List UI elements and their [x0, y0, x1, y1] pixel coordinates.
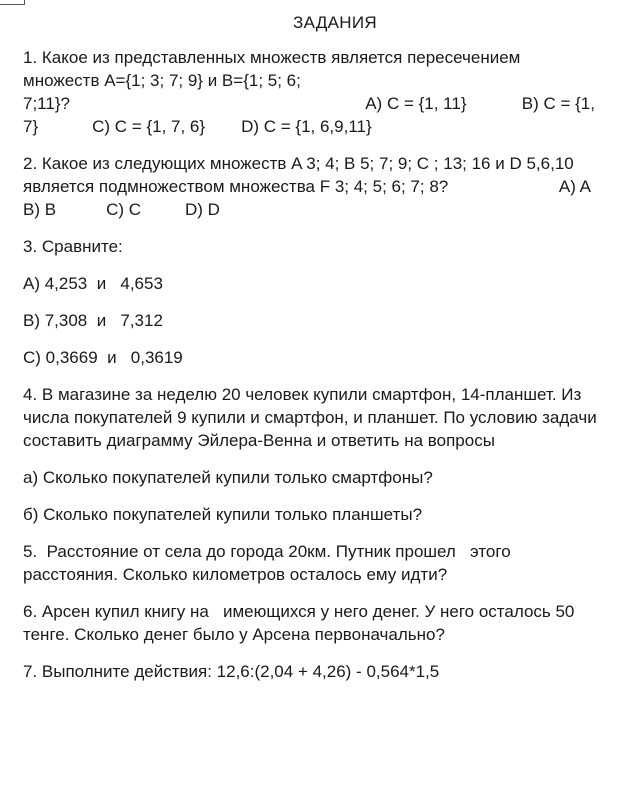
task-2-option-a: A) A	[558, 177, 591, 196]
task-2-line-2	[23, 175, 635, 198]
task-5-line-2: расстояния. Сколько километров осталось ему идти?	[23, 565, 448, 584]
task-7-line-1: 7. Выполните действия: 12,6:(2,04 + 4,26) - 0,564*1,5	[23, 662, 440, 681]
task-1-set-end: 7;11}?	[23, 94, 70, 113]
task-5-line-1: 5. Расстояние от села до города 20км. Путник прошел этого	[23, 542, 511, 561]
page-title: ЗАДАНИЯ	[293, 13, 377, 32]
task-4-line-3: составить диаграмму Эйлера-Венна и ответить на вопросы	[23, 431, 495, 450]
task-1-option-b-part2: 7}	[23, 117, 39, 136]
task-3-heading: 3. Сравните:	[23, 237, 123, 256]
task-2-line-1: 2. Какое из следующих множеств A 3; 4; B 5; 7; 9; C ; 13; 16 и D 5,6,10	[23, 154, 574, 173]
task-1-option-d: D) C = {1, 6,9,11}	[241, 117, 372, 136]
task-3-item-c: C) 0,3669 и 0,3619	[23, 348, 183, 367]
task-5	[23, 540, 635, 586]
task-3-item-a: A) 4,253 и 4,653	[23, 274, 163, 293]
task-7	[23, 660, 635, 683]
task-2	[23, 152, 635, 221]
task-6-line-1: 6. Арсен купил книгу на имеющихся у него денег. У него осталось 50	[23, 602, 575, 621]
task-4	[23, 383, 635, 526]
task-3	[23, 235, 635, 369]
task-2-option-b: B) B	[23, 200, 57, 219]
task-1-option-b-part1: B) C = {1,	[521, 94, 595, 113]
tasks-document	[23, 46, 635, 697]
task-6-line-2: тенге. Сколько денег было у Арсена первоначально?	[23, 625, 445, 644]
task-4-question-a: а) Сколько покупателей купили только смартфоны?	[23, 468, 433, 487]
task-4-question-b: б) Сколько покупателей купили только планшеты?	[23, 505, 423, 524]
task-2-option-d: D) D	[185, 200, 220, 219]
task-2-line-3	[23, 198, 635, 221]
task-1-option-a: A) C = {1, 11}	[365, 94, 467, 113]
task-1-option-c: C) C = {1, 7, 6}	[92, 117, 206, 136]
task-1	[23, 46, 635, 138]
task-2-option-c: C) C	[106, 200, 142, 219]
task-6	[23, 600, 635, 646]
task-1-line-1: 1. Какое из представленных множеств является пересечением	[23, 48, 521, 67]
task-3-item-b: B) 7,308 и 7,312	[23, 311, 163, 330]
task-4-line-2: числа покупателей 9 купили и смартфон, и планшет. По условию задачи	[23, 408, 597, 427]
task-1-line-4	[23, 115, 635, 138]
task-1-line-3	[23, 92, 635, 115]
task-1-line-2: множеств А={1; 3; 7; 9} и B={1; 5; 6;	[23, 71, 301, 90]
page-corner-mark	[0, 0, 25, 5]
task-4-line-1: 4. В магазине за неделю 20 человек купили смартфон, 14-планшет. Из	[23, 385, 582, 404]
task-2-question: является подмножеством множества F 3; 4; 5; 6; 7; 8?	[23, 177, 449, 196]
